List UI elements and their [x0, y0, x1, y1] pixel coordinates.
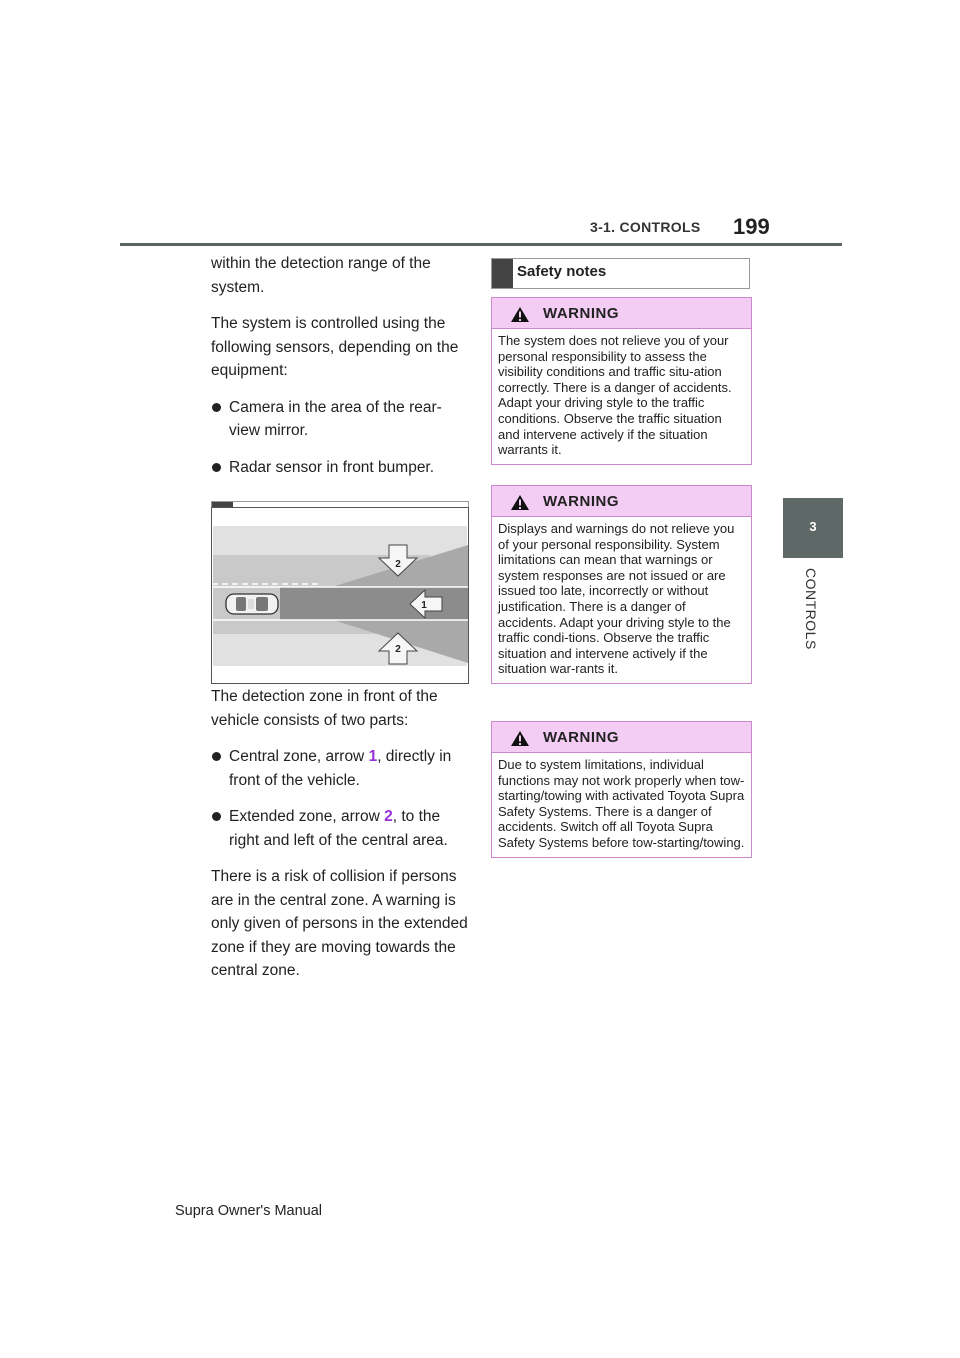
- detection-range-diagram: [212, 508, 468, 683]
- left-column: [211, 252, 469, 532]
- running-header-section: 3-1. CONTROLS: [590, 219, 701, 235]
- arrow-2-bottom-label: 2: [395, 644, 401, 655]
- warning-text: The system does not relieve you of your personal responsibility to assess the visibility conditions and traffic situ-ation correctly. There is a danger of accidents. Adapt your driving style to the traffic conditions. Observe the traffic situation and intervene actively if the situation warrants it.: [498, 333, 732, 458]
- heading-marker: [492, 259, 513, 288]
- warning-header: [492, 298, 751, 329]
- zone-central-number: 1: [368, 748, 378, 765]
- arrow-2-top-label: 2: [395, 559, 401, 570]
- risk-paragraph: There is a risk of collision if persons are in the central zone. A warning is only given of persons in the extended zone if they are moving towards the central zone.: [211, 868, 468, 979]
- zone-central-text-pre: Central zone, arrow: [229, 748, 369, 765]
- warning-box-3: [491, 721, 752, 858]
- detection-range-figure: [211, 507, 469, 684]
- sensor-item-camera: Camera in the area of the rear-view mirror.: [211, 396, 469, 443]
- warning-box-1: [491, 297, 752, 465]
- zone-central-text-post: , directly in front of the vehicle.: [229, 748, 452, 789]
- left-column-lower: [211, 685, 469, 996]
- warning-label: WARNING: [543, 305, 619, 322]
- car-icon: [226, 594, 278, 614]
- warning-header: [492, 722, 751, 753]
- zone-extended-text-pre: Extended zone, arrow: [229, 808, 385, 825]
- chapter-tab: 3: [783, 498, 843, 558]
- warning-triangle-icon: [510, 494, 530, 511]
- safety-notes-heading-text: Safety notes: [517, 263, 607, 280]
- intro-paragraph-2: The system is controlled using the following sensors, depending on the equipment:: [211, 315, 459, 379]
- warning-triangle-icon: [510, 730, 530, 747]
- zone-extended-number: 2: [384, 808, 393, 825]
- warning-header: [492, 486, 751, 517]
- warning-box-2: [491, 485, 752, 684]
- arrow-1-label: 1: [421, 600, 427, 611]
- footer-manual-title: Supra Owner's Manual: [175, 1203, 323, 1219]
- page-number: 199: [733, 214, 770, 239]
- warning-text: Due to system limitations, individual functions may not work properly when tow-starting/towing with activated Toyota Supra Safety Systems. There is a danger of accidents. Switch off all Toyota Supra Safety Systems before tow-starting/towing.: [498, 757, 745, 850]
- right-column: [491, 258, 751, 289]
- warning-label: WARNING: [543, 729, 619, 746]
- intro-paragraph-1: within the detection range of the system.: [211, 255, 431, 296]
- safety-notes-heading: [491, 258, 750, 289]
- warning-label: WARNING: [543, 493, 619, 510]
- zone-item-central: [211, 745, 469, 792]
- sensor-item-radar: Radar sensor in front bumper.: [211, 456, 469, 480]
- warning-text: Displays and warnings do not relieve you of your personal responsibility. System limitations can mean that warnings or system responses are not issued or are issued too late, incorrectly or without justification. There is a danger of accidents. Adapt your driving style to the traffic condi-tions. Observe the traffic situation and intervene actively if the situation war-rants it.: [498, 521, 735, 677]
- chapter-tab-label: CONTROLS: [803, 568, 819, 650]
- zone-item-extended: [211, 805, 469, 852]
- warning-triangle-icon: [510, 306, 530, 323]
- zone-intro: The detection zone in front of the vehicle consists of two parts:: [211, 688, 438, 729]
- header-divider: [120, 243, 842, 246]
- zone-extended-text-post: , to the right and left of the central area.: [229, 808, 448, 849]
